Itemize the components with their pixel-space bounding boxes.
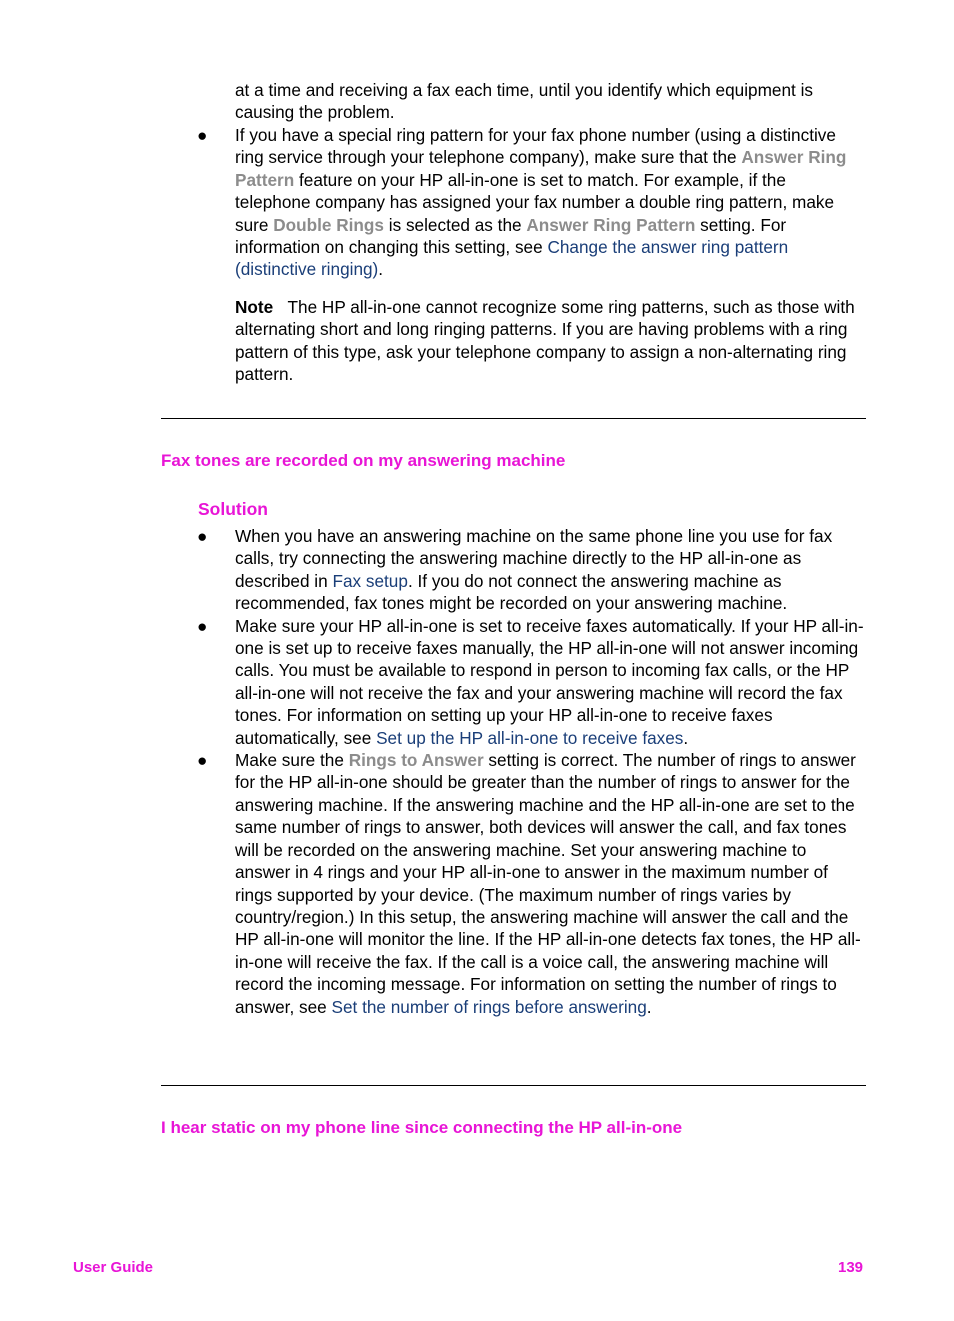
- list-item-text: setting is correct. The number of rings to answer for the HP all-in-one should be greater than the number of rings to answer for the answering machine. If the answering machine and the HP all-in-one are set to the same number of rings to answer, both devices will answer the call, and fax tones will be recorded on the answering machine. Set your answering machine to answer in 4 rings and your HP all-in-one to answer in the maximum number of rings supported by your device. (The maximum number of rings varies by country/region.) In this setup, the answering machine will answer the call and the HP all-in-one will monitor the line. If the HP all-in-one detects fax tones, the HP all-in-one will receive the fax. If the call is a voice call, the answering machine will record the incoming message. For information on setting the number of rings to answer, see: [235, 750, 861, 1017]
- page-number: 139: [838, 1259, 864, 1276]
- list-item-text: Make sure the: [235, 750, 349, 771]
- list-item-text: .: [646, 996, 652, 1017]
- solution-list: [197, 525, 865, 1018]
- list-item-text: is selected as the: [383, 214, 527, 235]
- list-item-text: .: [378, 259, 384, 280]
- ui-term-answer-ring-pattern: Answer Ring Pattern: [235, 147, 847, 190]
- link-fax-setup[interactable]: Fax setup: [332, 570, 408, 591]
- section-heading-fax-tones: Fax tones are recorded on my answering machine: [161, 451, 566, 470]
- list-item: [197, 615, 865, 749]
- note-label: Note: [235, 297, 274, 317]
- list-item-text: If you have a special ring pattern for your fax phone number (using a distinctive ring service through your telephone company), make sure that the: [235, 125, 836, 168]
- section-heading-static: I hear static on my phone line since connecting the HP all-in-one: [161, 1118, 683, 1137]
- link-set-up-receive-faxes[interactable]: Set up the HP all-in-one to receive faxes: [376, 727, 684, 748]
- list-item-text: . If you do not connect the answering machine as recommended, fax tones might be recorded on your answering machine.: [235, 570, 788, 614]
- ui-term-answer-ring-pattern: Answer Ring Pattern: [526, 214, 696, 235]
- bullet-icon: ●: [197, 526, 208, 546]
- link-set-number-of-rings[interactable]: Set the number of rings before answering: [331, 996, 647, 1017]
- ui-term-double-rings: Double Rings: [273, 214, 384, 235]
- note-block: [235, 296, 865, 386]
- footer-title: User Guide: [73, 1259, 154, 1276]
- section-divider: [161, 1085, 866, 1086]
- link-change-answer-ring-pattern[interactable]: Change the answer ring pattern (distinctive ringing): [235, 237, 789, 280]
- continuation-paragraph: at a time and receiving a fax each time, until you identify which equipment is causing the problem.: [235, 80, 813, 123]
- bullet-icon: ●: [197, 615, 208, 636]
- section-divider: [161, 418, 866, 419]
- list-item: [197, 525, 865, 615]
- ui-term-rings-to-answer: Rings to Answer: [348, 750, 484, 771]
- list-item-text: .: [683, 727, 689, 748]
- note-text: The HP all-in-one cannot recognize some ring patterns, such as those with alternating short and long ringing patterns. If you are having problems with a ring pattern of this type, ask your telephone company to assign a non-alternating ring pattern.: [235, 297, 855, 385]
- list-item-text: Make sure your HP all-in-one is set to receive faxes automatically. If your HP all-in-one is set up to receive faxes manually, the HP all-in-one will not answer incoming calls. You must be available to respond in person to incoming fax calls, or the HP all-in-one will not receive the fax and your answering machine will record the fax tones. For information on setting up your HP all-in-one to receive faxes automatically, see: [235, 615, 864, 748]
- bullet-icon: ●: [197, 750, 208, 771]
- bullet-icon: ●: [197, 125, 208, 145]
- list-item: [197, 124, 865, 281]
- list-item-text: When you have an answering machine on the same phone line you use for fax calls, try connecting the answering machine directly to the HP all-in-one as described in: [235, 526, 833, 591]
- list-item-text: feature on your HP all-in-one is set to match. For example, if the telephone company has assigned your fax number a double ring pattern, make sure: [235, 169, 835, 235]
- ring-pattern-list: [197, 124, 865, 281]
- list-item: [197, 749, 865, 1018]
- solution-label: Solution: [198, 499, 268, 519]
- list-item-text: setting. For information on changing this setting, see: [235, 214, 787, 258]
